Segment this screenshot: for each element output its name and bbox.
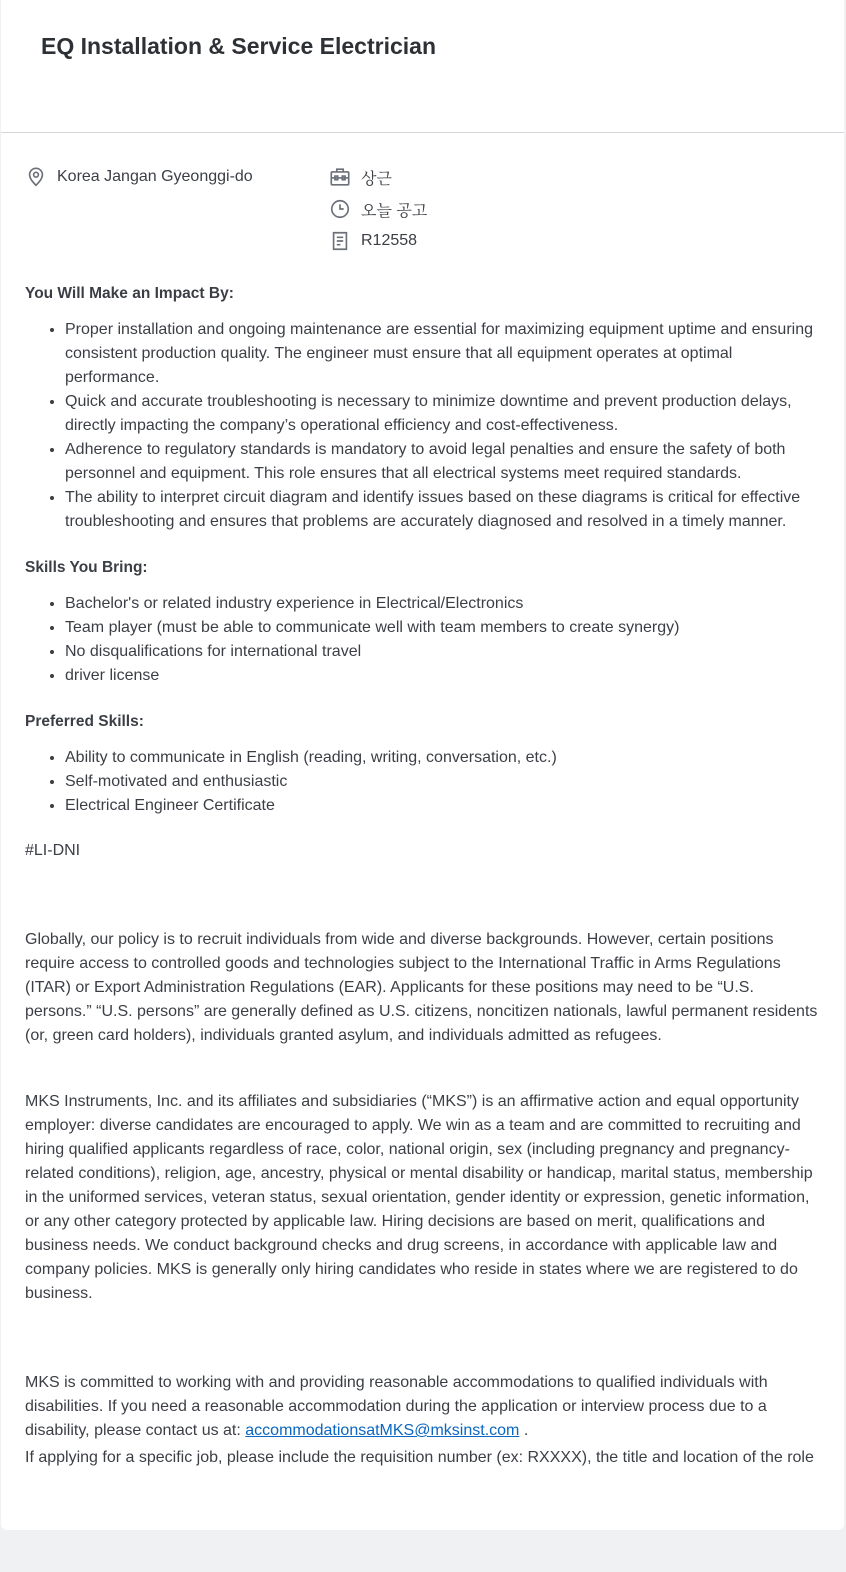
hashtag: #LI-DNI bbox=[25, 842, 81, 859]
clock-icon bbox=[329, 198, 351, 220]
preferred-heading: Preferred Skills: bbox=[25, 713, 144, 730]
list-item: • Quick and accurate troubleshooting is necessary to minimize downtime and prevent production delays, directly impacting the company’s operational efficiency and cost-effectiveness. bbox=[65, 390, 825, 438]
skills-heading: Skills You Bring: bbox=[25, 559, 148, 576]
briefcase-icon bbox=[329, 166, 351, 188]
list-item: • Adherence to regulatory standards is mandatory to avoid legal penalties and ensure the safety of both personnel and equipment. This role ensures that all electrical systems meet required standards. bbox=[65, 438, 825, 486]
accommodation-email-link[interactable]: accommodationsatMKS@mksinst.com bbox=[245, 1422, 520, 1439]
list-item: • driver license bbox=[65, 664, 825, 688]
job-header bbox=[1, 0, 844, 133]
job-work-type bbox=[329, 165, 392, 189]
list-item: • Bachelor's or related industry experience in Electrical/Electronics bbox=[65, 592, 825, 616]
job-req-id-text: R12558 bbox=[361, 232, 418, 249]
impact-list bbox=[25, 318, 825, 534]
job-posted-text: 오늘 공고 bbox=[361, 202, 428, 220]
job-location bbox=[25, 165, 253, 189]
eeo-paragraph: MKS Instruments, Inc. and its affiliates and subsidiaries (“MKS”) is an affirmative action and equal opportunity employer: diverse candidates are encouraged to apply. We win as a team and are committed to recruiting and hiring qualified applicants regardless of race, color, national origin, sex (including pregnancy and pregnancy-related conditions), religion, age, ancestry, physical or mental disability or handicap, marital status, membership in the uniformed services, veteran status, sexual orientation, gender identity or expression, genetic information, or any other category protected by applicable law. Hiring decisions are based on merit, qualifications and business needs. We conduct background checks and drug screens, in accordance with applicable law and company policies. MKS is generally only hiring candidates who reside in states where we are registered to do business. bbox=[25, 1093, 813, 1302]
accommodation-suffix: . bbox=[519, 1422, 529, 1439]
requisition-note: If applying for a specific job, please include the requisition number (ex: RXXXX), the title and location of the role bbox=[25, 1449, 814, 1466]
list-item: • No disqualifications for international travel bbox=[65, 640, 825, 664]
list-item: • Ability to communicate in English (reading, writing, conversation, etc.) bbox=[65, 746, 825, 770]
impact-heading: You Will Make an Impact By: bbox=[25, 285, 234, 302]
policy-paragraph: Globally, our policy is to recruit individuals from wide and diverse backgrounds. However, certain positions require access to controlled goods and technologies subject to the International Traffic in Arms Regulations (ITAR) or Export Administration Regulations (EAR). Applicants for these positions may need to be “U.S. persons.” “U.S. persons” are generally defined as U.S. citizens, noncitizen nationals, lawful permanent residents (or, green card holders), individuals granted asylum, and individuals admitted as refugees. bbox=[25, 931, 818, 1044]
list-item: • The ability to interpret circuit diagram and identify issues based on these diagrams is critical for effective troubleshooting and ensures that problems are accurately diagnosed and resolved in a timely manner. bbox=[65, 486, 825, 534]
accommodation-text: MKS is committed to working with and providing reasonable accommodations to qualified individuals with disabilities. If you need a reasonable accommodation during the application or interview process due to a disability, please contact us at: bbox=[25, 1374, 768, 1439]
list-item: • Proper installation and ongoing maintenance are essential for maximizing equipment uptime and ensuring consistent production quality. The engineer must ensure that all equipment operates at optimal performance. bbox=[65, 318, 825, 390]
job-posting-card bbox=[1, 0, 844, 1530]
preferred-list bbox=[25, 746, 825, 818]
location-pin-icon bbox=[25, 166, 47, 188]
list-item: • Electrical Engineer Certificate bbox=[65, 794, 825, 818]
accommodation-paragraph bbox=[25, 1371, 825, 1443]
list-item: • Self-motivated and enthusiastic bbox=[65, 770, 825, 794]
document-icon bbox=[329, 230, 351, 252]
job-location-text: Korea Jangan Gyeonggi-do bbox=[57, 168, 253, 185]
skills-list bbox=[25, 592, 825, 688]
job-description bbox=[25, 282, 825, 1470]
job-posted bbox=[329, 197, 427, 221]
list-item: • Team player (must be able to communicate well with team members to create synergy) bbox=[65, 616, 825, 640]
job-title: EQ Installation & Service Electrician bbox=[41, 33, 436, 59]
job-req-id bbox=[329, 229, 417, 253]
job-work-type-text: 상근 bbox=[361, 170, 392, 188]
